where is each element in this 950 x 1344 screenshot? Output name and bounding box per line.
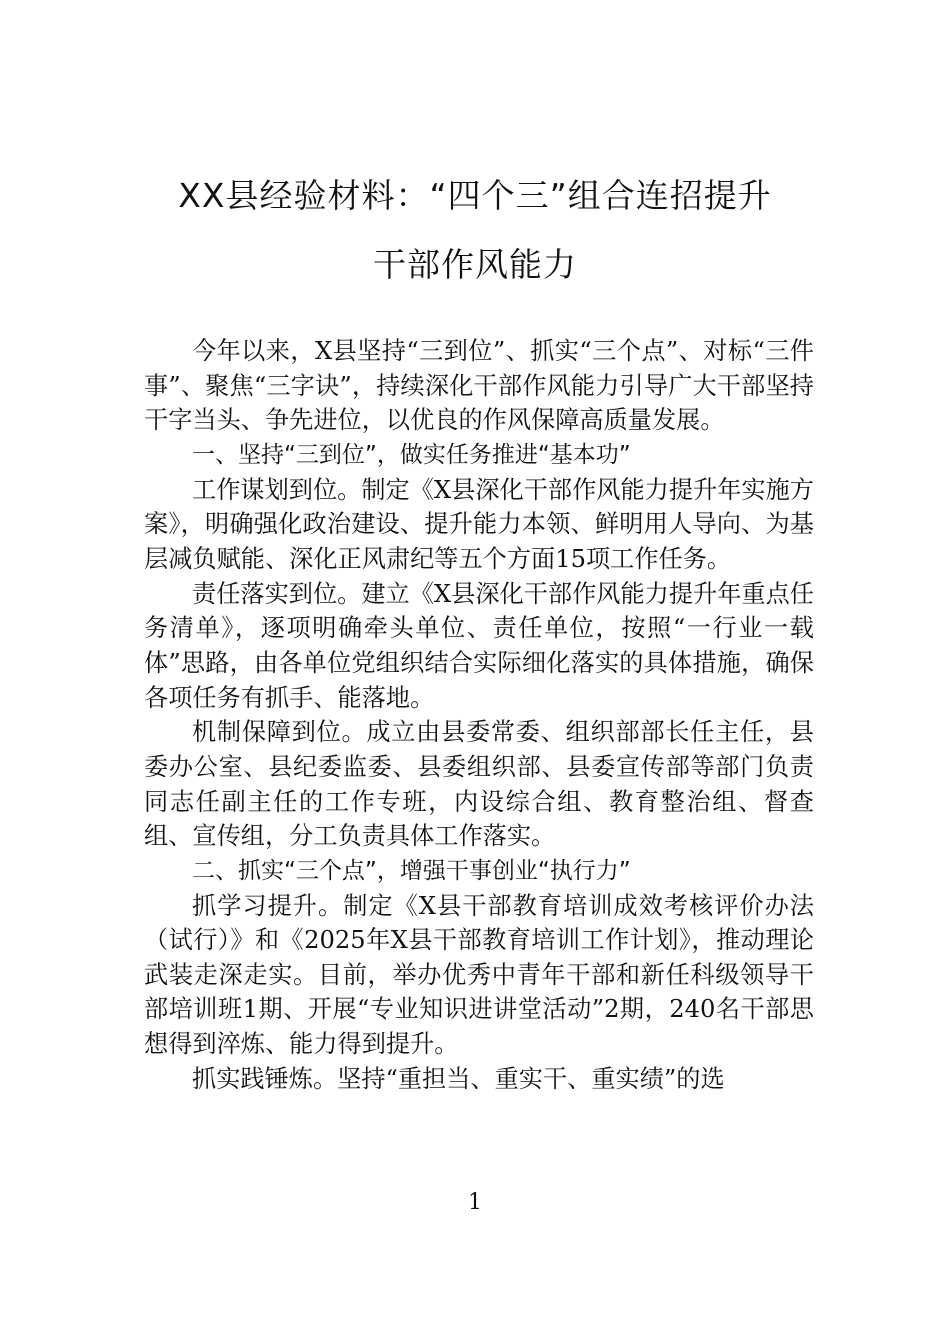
- paragraph-responsibility: 责任落实到位。建立《X县深化干部作风能力提升年重点任务清单》，逐项明确牵头单位、责任单位，按照“一行业一载体”思路，由各单位党组织结合实际细化落实的具体措施，确保各项任务有抓手、能落地。: [144, 579, 814, 712]
- document-title-line-1: XX县经验材料：“四个三”组合连招提升: [178, 176, 772, 215]
- section-heading-1: 一、坚持“三到位”，做实任务推进“基本功”: [192, 441, 631, 468]
- page-number: 1: [468, 1190, 482, 1215]
- paragraph-mechanism: 机制保障到位。成立由县委常委、组织部部长任主任，县委办公室、县纪委监委、县委组织部、县委宣传部等部门负责同志任副主任的工作专班，内设综合组、教育整治组、督查组、宣传组，分工负责具体工作落实。: [144, 718, 814, 851]
- document-title-line-2: 干部作风能力: [373, 245, 577, 284]
- paragraph-practice: 抓实践锤炼。坚持“重担当、重实干、重实绩”的选: [192, 1064, 725, 1093]
- intro-paragraph: 今年以来，X县坚持“三到位”、抓实“三个点”、对标“三件事”、聚焦“三字诀”，持续深化干部作风能力引导广大干部坚持干字当头、争先进位，以优良的作风保障高质量发展。: [144, 337, 814, 435]
- paragraph-learning: 抓学习提升。制定《X县干部教育培训成效考核评价办法（试行）》和《2025年X县干部教育培训工作计划》，推动理论武装走深走实。目前，举办优秀中青年干部和新任科级领导干部培训班1期、开展“专业知识进讲堂活动”2期，240名干部思想得到淬炼、能力得到提升。: [144, 891, 814, 1059]
- paragraph-work-planning: 工作谋划到位。制定《X县深化干部作风能力提升年实施方案》，明确强化政治建设、提升能力本领、鲜明用人导向、为基层减负赋能、深化正风肃纪等五个方面15项工作任务。: [144, 475, 814, 573]
- section-heading-2: 二、抓实“三个点”，增强干事创业“执行力”: [192, 857, 631, 884]
- document-body: [144, 334, 814, 1096]
